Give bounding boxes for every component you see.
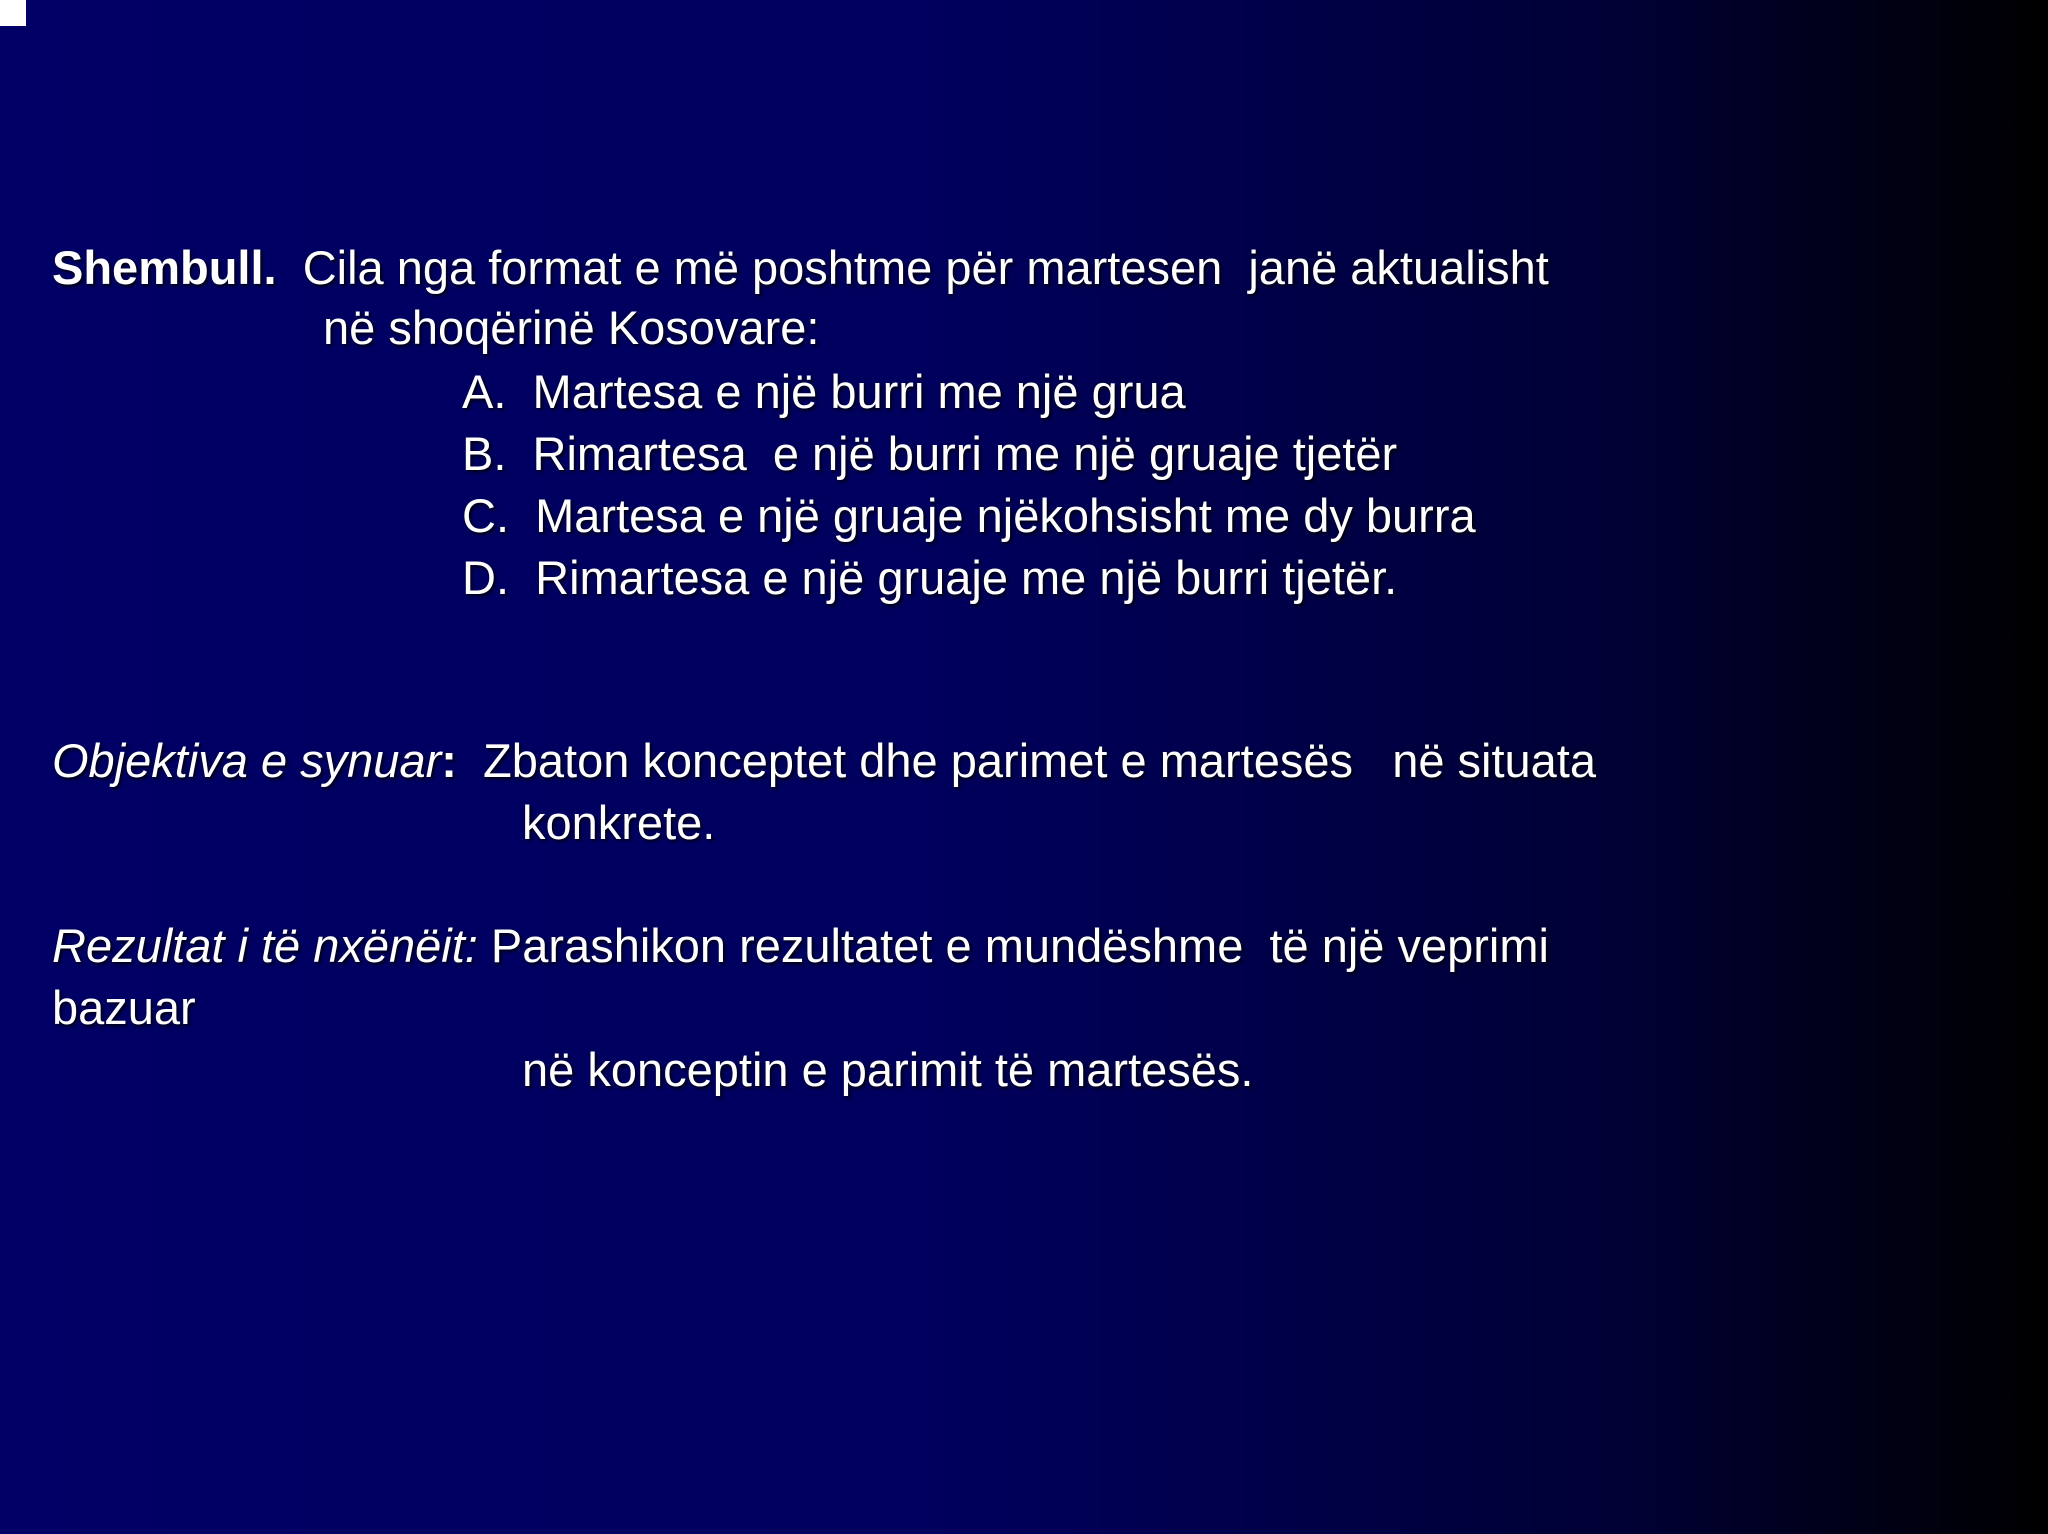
question-text-2: në shoqërinë Kosovare: [323,301,820,354]
objective-text-1: Zbaton konceptet dhe parimet e martesës në situata [483,734,1596,787]
objective-line-1 [52,733,1596,789]
objective-label: Objektiva e synuar [52,734,442,787]
option-d-letter: D. [462,551,509,604]
option-b [462,426,1397,482]
option-a-letter: A. [462,365,507,418]
option-c [462,488,1476,544]
option-a-text: Martesa e një burri me një grua [532,365,1186,418]
slide-corner-marker [0,0,26,26]
result-label: Rezultat i të nxënëit: [52,919,478,972]
result-line-1 [52,918,1549,974]
option-c-text: Martesa e një gruaje njëkohsisht me dy burra [535,489,1476,542]
option-b-letter: B. [462,427,507,480]
option-a [462,364,1186,420]
result-text-2: bazuar [52,981,196,1034]
question-text-1: Cila nga format e më poshtme për martesen janë aktualisht [302,241,1549,294]
question-label: Shembull. [52,241,277,294]
objective-text-2: konkrete. [522,796,716,849]
option-c-letter: C. [462,489,509,542]
question-line-1 [52,240,1549,296]
option-d [462,550,1397,606]
result-text-1: Parashikon rezultatet e mundëshme të një veprimi [490,919,1549,972]
option-b-text: Rimartesa e një burri me një gruaje tjetër [532,427,1398,480]
objective-colon: : [441,734,457,787]
result-text-3: në konceptin e parimit të martesës. [522,1043,1254,1096]
option-d-text: Rimartesa e një gruaje me një burri tjetër. [535,551,1398,604]
